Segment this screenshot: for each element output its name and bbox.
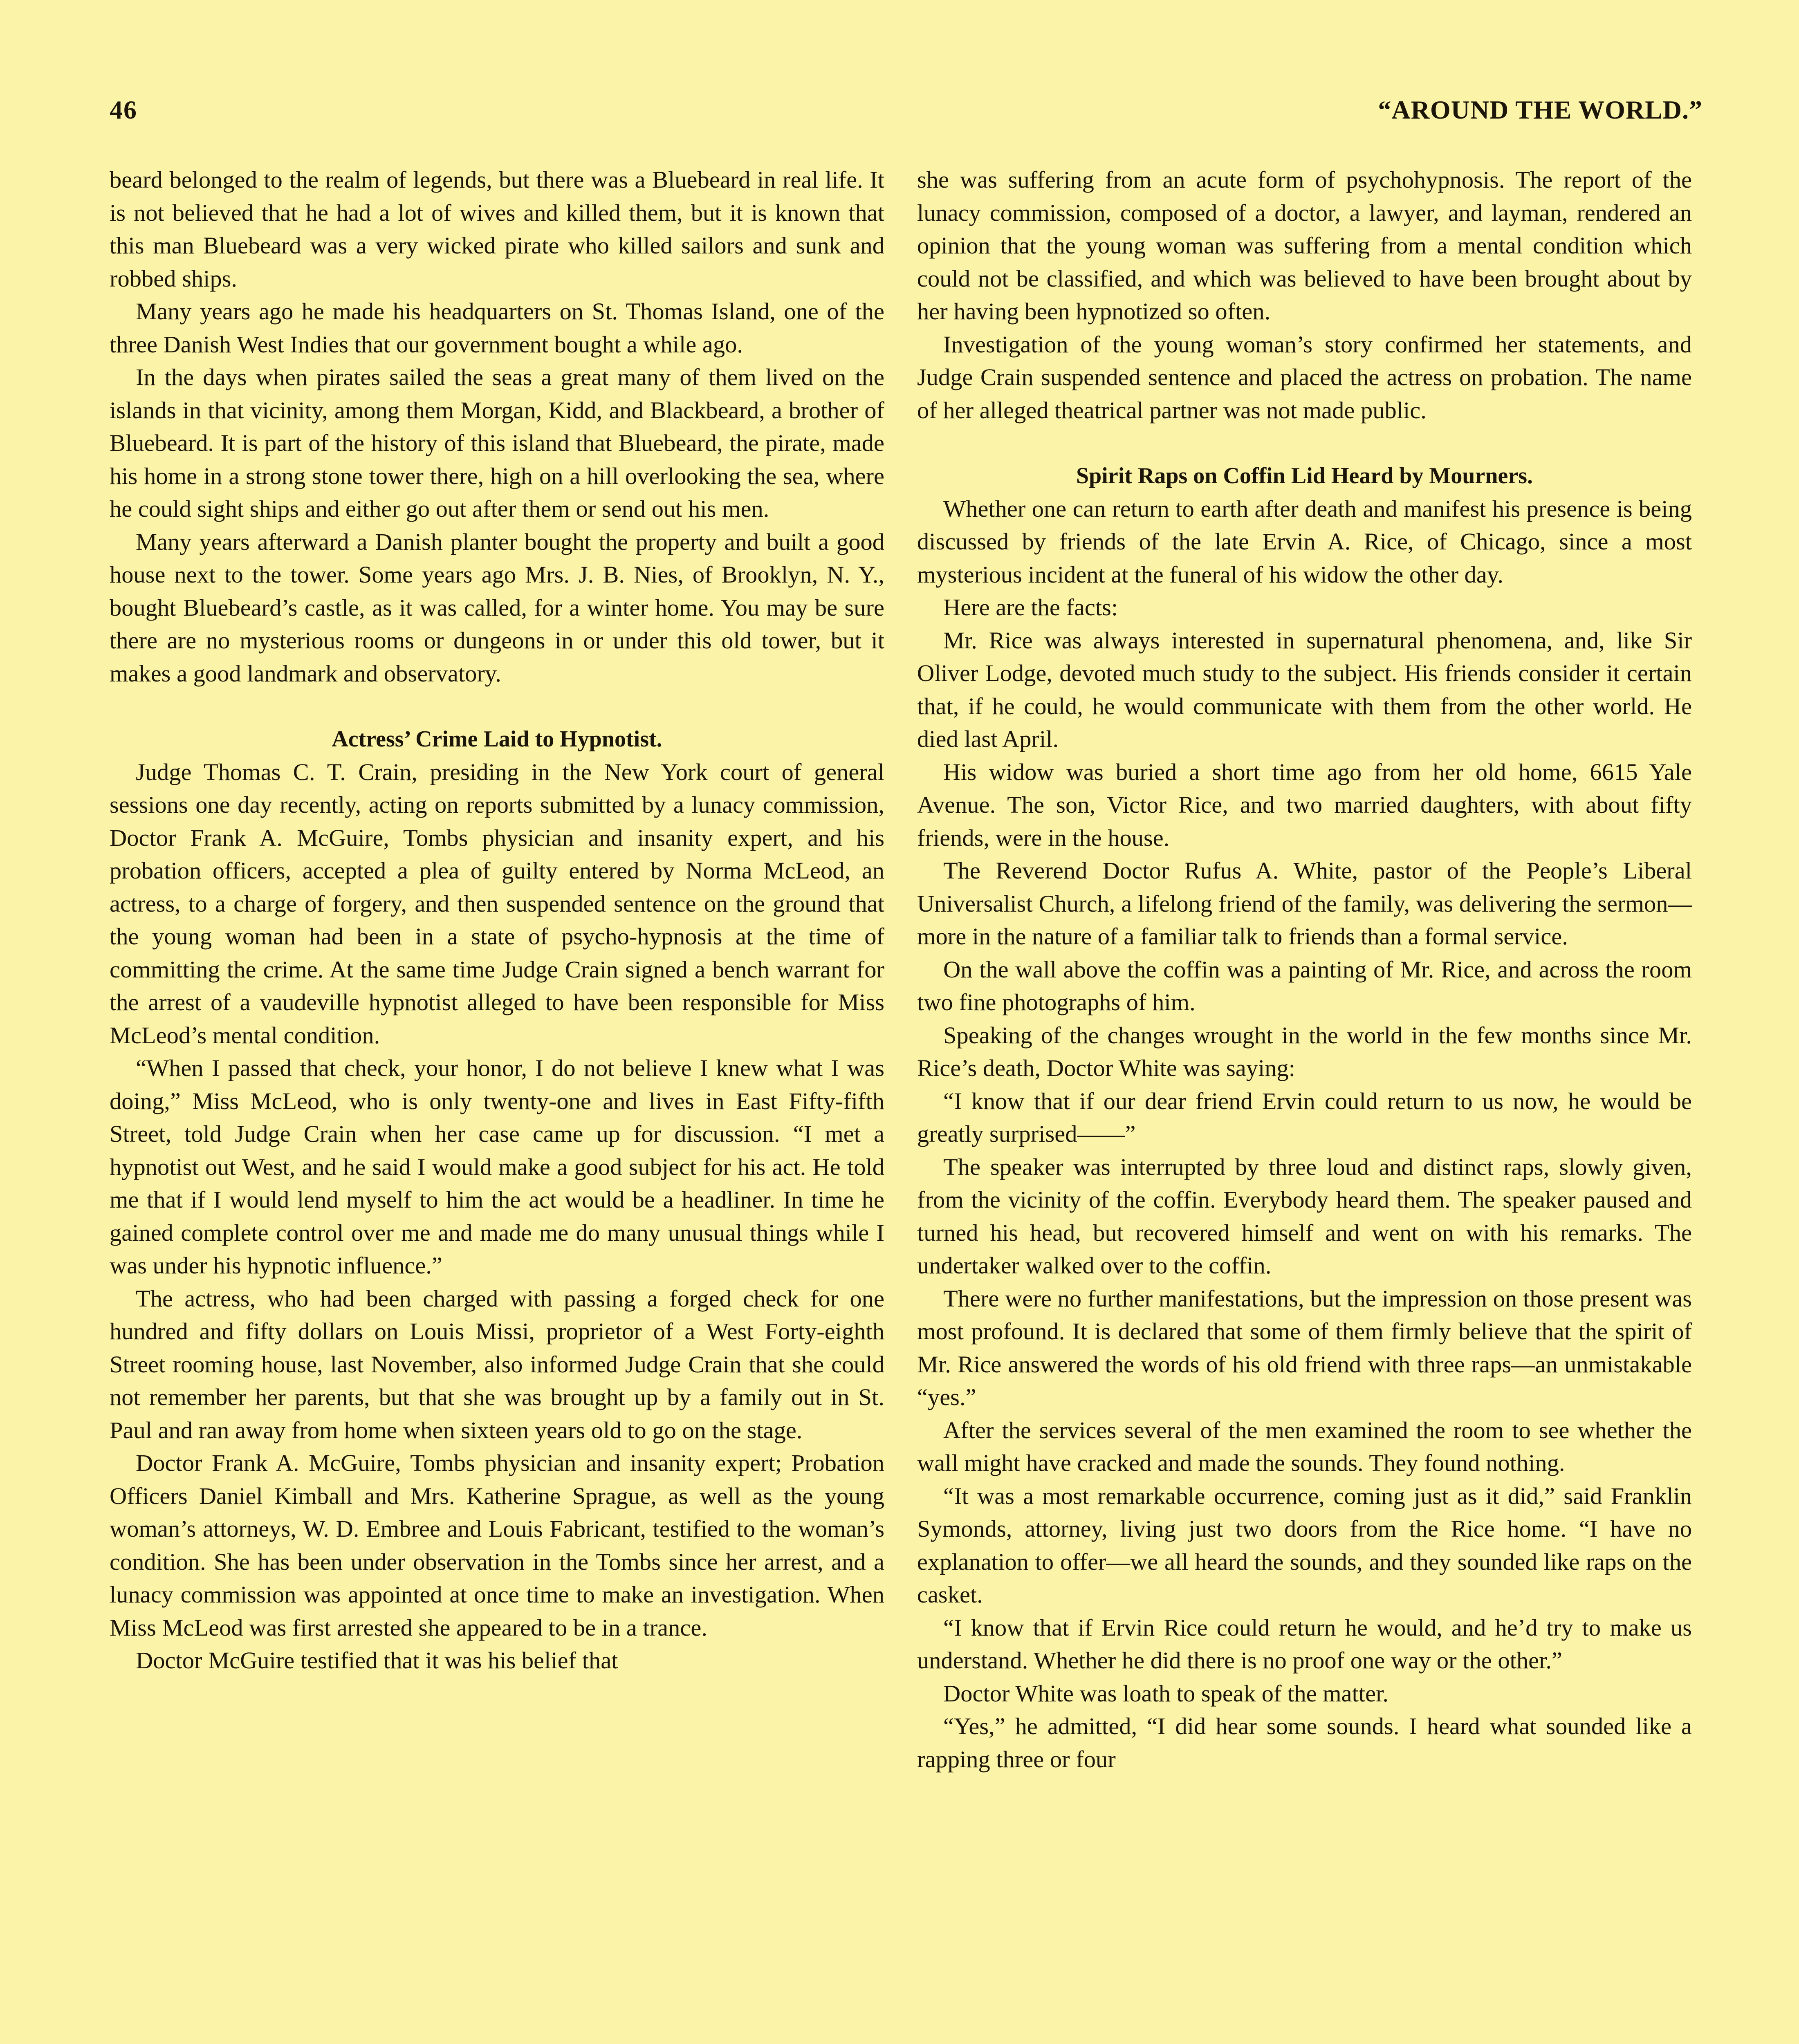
paragraph: The speaker was interrupted by three loud and distinct raps, slowly given, from the vicinity of the coffin. Everybody heard them. The speaker paused and turned his head, but recovered himself and went on with his remarks. The undertaker walked over to the coffin. <box>917 1153 1692 1279</box>
page-number: 46 <box>110 95 137 124</box>
paragraph: she was suffering from an acute form of psychohypnosis. The report of the lunacy commission, composed of a doctor, a lawyer, and layman, rendered an opinion that the young woman was suffering from a mental condition which could not be classified, and which was believed to have been brought about by her having been hypnotized so often. <box>917 166 1692 325</box>
paragraph: In the days when pirates sailed the seas a great many of them lived on the islands in that vicinity, among them Morgan, Kidd, and Blackbeard, a brother of Bluebeard. It is part of the history of this island that Bluebeard, the pirate, made his home in a strong stone tower there, high on a hill overlooking the sea, where he could sight ships and either go out after them or send out his men. <box>110 364 884 522</box>
paragraph: “I know that if Ervin Rice could return he would, and he’d try to make us understand. Whether he did there is no proof one way or the other.” <box>917 1614 1692 1674</box>
running-head: “AROUND THE WORLD.” <box>1378 95 1703 124</box>
paragraph: “When I passed that check, your honor, I do not believe I knew what I was doing,” Miss McLeod, who is only twenty-one and lives in East Fifty-fifth Street, told Judge Crain when her case came up for discussion. “I met a hypnotist out West, and he said I would make a good subject for his act. He told me that if I would lend myself to him the act would be a headliner. In time he gained complete control over me and made me do many unusual things while I was under his hypnotic influence.” <box>110 1055 884 1279</box>
paragraph: There were no further manifestations, but the impression on those present was most profound. It is declared that some of them firmly believe that the spirit of Mr. Rice answered the words of his old friend with three raps—an unmistakable “yes.” <box>917 1285 1692 1410</box>
right-column <box>917 164 1692 1776</box>
paragraph: Whether one can return to earth after death and manifest his presence is being discussed by friends of the late Ervin A. Rice, of Chicago, since a most mysterious incident at the funeral of his widow the other day. <box>917 495 1692 588</box>
paragraph: Many years ago he made his headquarters on St. Thomas Island, one of the three Danish West Indies that our government bought a while ago. <box>110 298 884 358</box>
article-heading: Spirit Raps on Coffin Lid Heard by Mourners. <box>1076 463 1533 489</box>
left-column <box>110 164 884 1677</box>
paragraph: beard belonged to the realm of legends, but there was a Bluebeard in real life. It is not believed that he had a lot of wives and killed them, but it is known that this man Bluebeard was a very wicked pirate who killed sailors and sunk and robbed ships. <box>110 166 884 292</box>
paragraph: Doctor Frank A. McGuire, Tombs physician and insanity expert; Probation Officers Daniel Kimball and Mrs. Katherine Sprague, as well as the young woman’s attorneys, W. D. Embree and Louis Fabricant, testified to the woman’s condition. She has been under observation in the Tombs since her arrest, and a lunacy commission was appointed at once time to make an investigation. When Miss McLeod was first arrested she appeared to be in a trance. <box>110 1450 884 1641</box>
paragraph: Doctor McGuire testified that it was his belief that <box>136 1647 618 1674</box>
paragraph: “I know that if our dear friend Ervin could return to us now, he would be greatly surprised——” <box>917 1087 1692 1147</box>
paragraph: Many years afterward a Danish planter bought the property and built a good house next to the tower. Some years ago Mrs. J. B. Nies, of Brooklyn, N. Y., bought Bluebeard’s castle, as it was called, for a winter home. You may be sure there are no mysterious rooms or dungeons in or under this old tower, but it makes a good landmark and observatory. <box>110 528 884 687</box>
paragraph: Speaking of the changes wrought in the world in the few months since Mr. Rice’s death, Doctor White was saying: <box>917 1022 1692 1081</box>
paragraph: The actress, who had been charged with passing a forged check for one hundred and fifty dollars on Louis Missi, proprietor of a West Forty-eighth Street rooming house, last November, also informed Judge Crain that she could not remember her parents, but that she was brought up by a family out in St. Paul and ran away from home when sixteen years old to go on the stage. <box>110 1285 884 1443</box>
paragraph: Mr. Rice was always interested in supernatural phenomena, and, like Sir Oliver Lodge, devoted much study to the subject. His friends consider it certain that, if he could, he would communicate with them from the other world. He died last April. <box>917 627 1692 752</box>
paragraph: His widow was buried a short time ago from her old home, 6615 Yale Avenue. The son, Victor Rice, and two married daughters, with about fifty friends, were in the house. <box>917 758 1692 851</box>
paragraph: “It was a most remarkable occurrence, coming just as it did,” said Franklin Symonds, attorney, living just two doors from the Rice home. “I have no explanation to offer—we all heard the sounds, and they sounded like raps on the casket. <box>917 1482 1692 1608</box>
paragraph: On the wall above the coffin was a painting of Mr. Rice, and across the room two fine photographs of him. <box>917 956 1692 1015</box>
paragraph: Doctor White was loath to speak of the matter. <box>943 1680 1389 1707</box>
paragraph: The Reverend Doctor Rufus A. White, pastor of the People’s Liberal Universalist Church, a lifelong friend of the family, was delivering the sermon—more in the nature of a familiar talk to friends than a formal service. <box>917 857 1692 950</box>
article-heading: Actress’ Crime Laid to Hypnotist. <box>332 726 662 752</box>
paragraph: Investigation of the young woman’s story confirmed her statements, and Judge Crain suspended sentence and placed the actress on probation. The name of her alleged theatrical partner was not made public. <box>917 331 1692 424</box>
paragraph: After the services several of the men examined the room to see whether the wall might have cracked and made the sounds. They found nothing. <box>917 1416 1692 1476</box>
paragraph: “Yes,” he admitted, “I did hear some sounds. I heard what sounded like a rapping three or four <box>917 1713 1692 1773</box>
paragraph: Judge Thomas C. T. Crain, presiding in the New York court of general sessions one day recently, acting on reports submitted by a lunacy commission, Doctor Frank A. McGuire, Tombs physician and insanity expert, and his probation officers, accepted a plea of guilty entered by Norma McLeod, an actress, to a charge of forgery, and then suspended sentence on the ground that the young woman had been in a state of psycho-hypnosis at the time of committing the crime. At the same time Judge Crain signed a bench warrant for the arrest of a vaudeville hypnotist alleged to have been responsible for Miss McLeod’s mental condition. <box>110 758 884 1049</box>
paragraph: Here are the facts: <box>943 594 1118 621</box>
